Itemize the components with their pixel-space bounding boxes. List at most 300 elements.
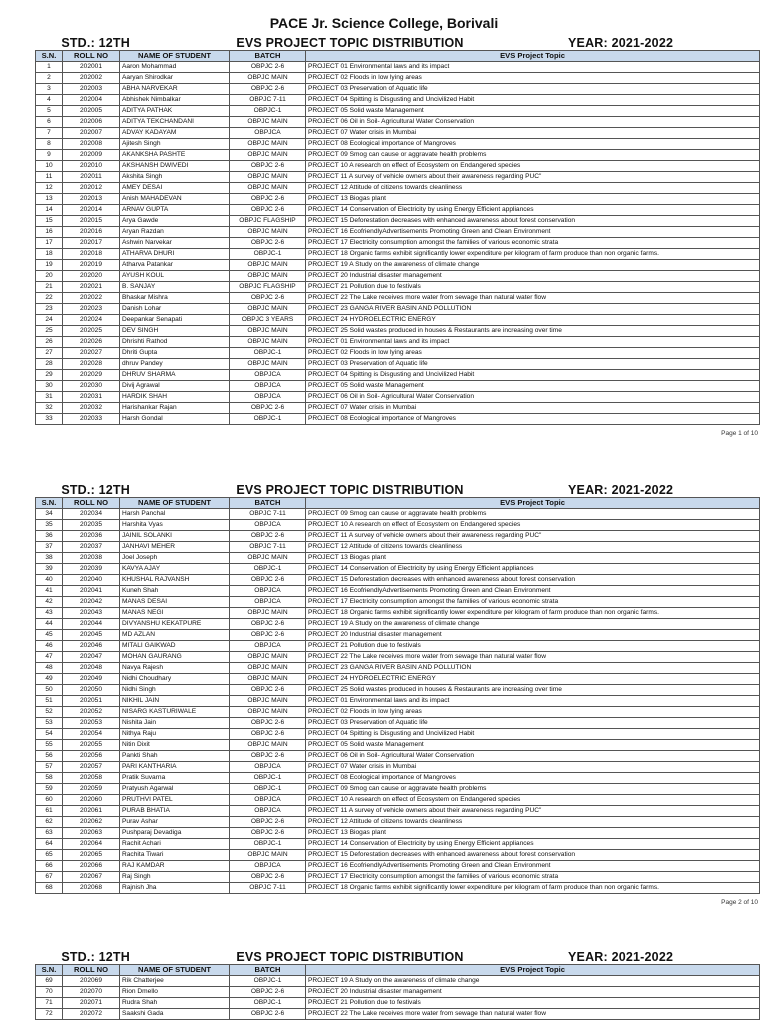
cell-batch: OBPJCA bbox=[230, 392, 306, 403]
table-row bbox=[36, 707, 760, 718]
cell-project-topic: PROJECT 22 The Lake receives more water from sewage than natural water flow bbox=[306, 1009, 760, 1020]
cell-roll-no: 202053 bbox=[63, 718, 120, 729]
cell-batch: OBPJC MAIN bbox=[230, 337, 306, 348]
cell-batch: OBPJC MAIN bbox=[230, 608, 306, 619]
cell-project-topic: PROJECT 17 Electricity consumption amongst the families of various economic strata bbox=[306, 872, 760, 883]
table-row bbox=[36, 1009, 760, 1020]
cell-project-topic: PROJECT 20 Industrial disaster management bbox=[306, 630, 760, 641]
cell-roll-no: 202018 bbox=[63, 249, 120, 260]
cell-project-topic: PROJECT 22 The Lake receives more water from sewage than natural water flow bbox=[306, 293, 760, 304]
cell-sn: 48 bbox=[36, 663, 63, 674]
cell-project-topic: PROJECT 14 Conservation of Electricity by using Energy Efficient appliances bbox=[306, 839, 760, 850]
std-label: STD.: 12TH bbox=[61, 483, 130, 497]
table-row bbox=[36, 370, 760, 381]
cell-roll-no: 202064 bbox=[63, 839, 120, 850]
cell-student-name: Nishita Jain bbox=[120, 718, 230, 729]
cell-sn: 22 bbox=[36, 293, 63, 304]
cell-student-name: Rik Chatterjee bbox=[120, 976, 230, 987]
cell-roll-no: 202043 bbox=[63, 608, 120, 619]
cell-batch: OBPJC-1 bbox=[230, 839, 306, 850]
cell-roll-no: 202065 bbox=[63, 850, 120, 861]
cell-sn: 46 bbox=[36, 641, 63, 652]
cell-sn: 41 bbox=[36, 586, 63, 597]
cell-student-name: MOHAN GAURANG bbox=[120, 652, 230, 663]
cell-student-name: JANHAVI MEHER bbox=[120, 542, 230, 553]
table-row bbox=[36, 84, 760, 95]
table-row bbox=[36, 73, 760, 84]
std-label: STD.: 12TH bbox=[61, 36, 130, 50]
table-row bbox=[36, 828, 760, 839]
cell-roll-no: 202034 bbox=[63, 509, 120, 520]
cell-sn: 4 bbox=[36, 95, 63, 106]
cell-student-name: Nithya Raju bbox=[120, 729, 230, 740]
cell-project-topic: PROJECT 10 A research on effect of Ecosystem on Endangered species bbox=[306, 520, 760, 531]
cell-sn: 45 bbox=[36, 630, 63, 641]
cell-roll-no: 202054 bbox=[63, 729, 120, 740]
cell-batch: OBPJC 2-6 bbox=[230, 1009, 306, 1020]
page-section bbox=[0, 479, 768, 946]
cell-roll-no: 202014 bbox=[63, 205, 120, 216]
cell-batch: OBPJC 2-6 bbox=[230, 718, 306, 729]
table-row bbox=[36, 883, 760, 894]
cell-sn: 7 bbox=[36, 128, 63, 139]
cell-student-name: Anish MAHADEVAN bbox=[120, 194, 230, 205]
cell-roll-no: 202036 bbox=[63, 531, 120, 542]
heading-label: EVS PROJECT TOPIC DISTRIBUTION bbox=[236, 483, 464, 497]
cell-batch: OBPJC-1 bbox=[230, 773, 306, 784]
column-header-project-topic: EVS Project Topic bbox=[306, 965, 760, 976]
cell-project-topic: PROJECT 05 Solid waste Management bbox=[306, 740, 760, 751]
cell-project-topic: PROJECT 17 Electricity consumption amongst the families of various economic strata bbox=[306, 597, 760, 608]
cell-batch: OBPJC 2-6 bbox=[230, 205, 306, 216]
cell-roll-no: 202048 bbox=[63, 663, 120, 674]
cell-student-name: KHUSHAL RAJVANSH bbox=[120, 575, 230, 586]
cell-sn: 9 bbox=[36, 150, 63, 161]
cell-batch: OBPJC MAIN bbox=[230, 150, 306, 161]
page-gap bbox=[0, 439, 768, 479]
page-section bbox=[0, 32, 768, 479]
column-header-sn: S.N. bbox=[36, 965, 63, 976]
cell-sn: 68 bbox=[36, 883, 63, 894]
cell-project-topic: PROJECT 06 Oil in Soil- Agricultural Water Conservation bbox=[306, 117, 760, 128]
table-row bbox=[36, 674, 760, 685]
cell-project-topic: PROJECT 11 A survey of vehicle owners about their awareness regarding PUC" bbox=[306, 531, 760, 542]
cell-student-name: KAVYA AJAY bbox=[120, 564, 230, 575]
cell-batch: OBPJCA bbox=[230, 381, 306, 392]
cell-student-name: Deepankar Senapati bbox=[120, 315, 230, 326]
table-row bbox=[36, 773, 760, 784]
cell-batch: OBPJC MAIN bbox=[230, 663, 306, 674]
cell-project-topic: PROJECT 21 Pollution due to festivals bbox=[306, 641, 760, 652]
table-row bbox=[36, 630, 760, 641]
cell-project-topic: PROJECT 12 Attitude of citizens towards cleanliness bbox=[306, 542, 760, 553]
cell-batch: OBPJC MAIN bbox=[230, 326, 306, 337]
cell-sn: 8 bbox=[36, 139, 63, 150]
cell-project-topic: PROJECT 19 A Study on the awareness of climate change bbox=[306, 619, 760, 630]
cell-roll-no: 202047 bbox=[63, 652, 120, 663]
cell-student-name: Rudra Shah bbox=[120, 998, 230, 1009]
cell-sn: 52 bbox=[36, 707, 63, 718]
cell-sn: 72 bbox=[36, 1009, 63, 1020]
cell-batch: OBPJC-1 bbox=[230, 564, 306, 575]
cell-student-name: Nidhi Choudhary bbox=[120, 674, 230, 685]
cell-project-topic: PROJECT 02 Floods in low lying areas bbox=[306, 348, 760, 359]
table-row bbox=[36, 315, 760, 326]
cell-student-name: Pankti Shah bbox=[120, 751, 230, 762]
cell-sn: 2 bbox=[36, 73, 63, 84]
cell-project-topic: PROJECT 23 GANGA RIVER BASIN AND POLLUTION bbox=[306, 304, 760, 315]
cell-roll-no: 202071 bbox=[63, 998, 120, 1009]
cell-student-name: ABHA NARVEKAR bbox=[120, 84, 230, 95]
cell-sn: 44 bbox=[36, 619, 63, 630]
table-row bbox=[36, 520, 760, 531]
cell-project-topic: PROJECT 01 Environmental laws and its impact bbox=[306, 337, 760, 348]
cell-project-topic: PROJECT 07 Water crisis in Mumbai bbox=[306, 403, 760, 414]
cell-batch: OBPJC 2-6 bbox=[230, 619, 306, 630]
cell-roll-no: 202068 bbox=[63, 883, 120, 894]
cell-student-name: Pratyush Agarwal bbox=[120, 784, 230, 795]
table-row bbox=[36, 839, 760, 850]
cell-roll-no: 202041 bbox=[63, 586, 120, 597]
cell-roll-no: 202040 bbox=[63, 575, 120, 586]
cell-student-name: Aaron Mohammad bbox=[120, 62, 230, 73]
cell-project-topic: PROJECT 01 Environmental laws and its impact bbox=[306, 62, 760, 73]
cell-sn: 42 bbox=[36, 597, 63, 608]
cell-sn: 13 bbox=[36, 194, 63, 205]
column-header-project-topic: EVS Project Topic bbox=[306, 51, 760, 62]
table-row bbox=[36, 553, 760, 564]
cell-sn: 35 bbox=[36, 520, 63, 531]
column-header-batch: BATCH bbox=[230, 51, 306, 62]
cell-project-topic: PROJECT 18 Organic farms exhibit significantly lower expenditure per kilogram of farm produce than non organic farms. bbox=[306, 608, 760, 619]
page-number: Page 1 of 10 bbox=[721, 430, 758, 437]
cell-roll-no: 202001 bbox=[63, 62, 120, 73]
year-label: YEAR: 2021-2022 bbox=[568, 483, 674, 497]
table-row bbox=[36, 531, 760, 542]
cell-batch: OBPJC 2-6 bbox=[230, 293, 306, 304]
cell-project-topic: PROJECT 17 Electricity consumption amongst the families of various economic strata bbox=[306, 238, 760, 249]
cell-sn: 14 bbox=[36, 205, 63, 216]
cell-project-topic: PROJECT 15 Deforestation decreases with enhanced awareness about forest conservation bbox=[306, 850, 760, 861]
cell-project-topic: PROJECT 14 Conservation of Electricity by using Energy Efficient appliances bbox=[306, 205, 760, 216]
cell-batch: OBPJC 7-11 bbox=[230, 883, 306, 894]
cell-batch: OBPJC MAIN bbox=[230, 674, 306, 685]
table-row bbox=[36, 106, 760, 117]
cell-batch: OBPJC MAIN bbox=[230, 172, 306, 183]
cell-student-name: AYUSH KOUL bbox=[120, 271, 230, 282]
cell-student-name: MD AZLAN bbox=[120, 630, 230, 641]
cell-batch: OBPJC-1 bbox=[230, 106, 306, 117]
cell-batch: OBPJC 7-11 bbox=[230, 509, 306, 520]
cell-student-name: Aaryan Shirodkar bbox=[120, 73, 230, 84]
cell-sn: 27 bbox=[36, 348, 63, 359]
cell-project-topic: PROJECT 21 Pollution due to festivals bbox=[306, 998, 760, 1009]
column-header-batch: BATCH bbox=[230, 498, 306, 509]
cell-roll-no: 202060 bbox=[63, 795, 120, 806]
cell-sn: 51 bbox=[36, 696, 63, 707]
cell-project-topic: PROJECT 03 Preservation of Aquatic life bbox=[306, 718, 760, 729]
table-row bbox=[36, 998, 760, 1009]
cell-roll-no: 202058 bbox=[63, 773, 120, 784]
cell-roll-no: 202050 bbox=[63, 685, 120, 696]
cell-project-topic: PROJECT 19 A Study on the awareness of climate change bbox=[306, 260, 760, 271]
cell-sn: 37 bbox=[36, 542, 63, 553]
cell-student-name: Nidhi Singh bbox=[120, 685, 230, 696]
cell-roll-no: 202008 bbox=[63, 139, 120, 150]
table-row bbox=[36, 641, 760, 652]
table-row bbox=[36, 194, 760, 205]
cell-roll-no: 202009 bbox=[63, 150, 120, 161]
table-row bbox=[36, 729, 760, 740]
cell-sn: 58 bbox=[36, 773, 63, 784]
cell-student-name: RAJ KAMDAR bbox=[120, 861, 230, 872]
cell-student-name: DEV SINGH bbox=[120, 326, 230, 337]
cell-sn: 63 bbox=[36, 828, 63, 839]
cell-student-name: Rajnish Jha bbox=[120, 883, 230, 894]
cell-student-name: HARDIK SHAH bbox=[120, 392, 230, 403]
cell-project-topic: PROJECT 24 HYDROELECTRIC ENERGY bbox=[306, 674, 760, 685]
cell-sn: 29 bbox=[36, 370, 63, 381]
table-row bbox=[36, 392, 760, 403]
cell-batch: OBPJC 2-6 bbox=[230, 62, 306, 73]
table-row bbox=[36, 597, 760, 608]
cell-project-topic: PROJECT 14 Conservation of Electricity by using Energy Efficient appliances bbox=[306, 564, 760, 575]
cell-student-name: ADVAY KADAYAM bbox=[120, 128, 230, 139]
cell-roll-no: 202024 bbox=[63, 315, 120, 326]
cell-project-topic: PROJECT 09 Smog can cause or aggravate health problems bbox=[306, 509, 760, 520]
cell-batch: OBPJC 2-6 bbox=[230, 84, 306, 95]
cell-student-name: MITALI GAIKWAD bbox=[120, 641, 230, 652]
cell-batch: OBPJC 2-6 bbox=[230, 685, 306, 696]
column-header-student-name: NAME OF STUDENT bbox=[120, 51, 230, 62]
cell-project-topic: PROJECT 18 Organic farms exhibit significantly lower expenditure per kilogram of farm produce than non organic farms. bbox=[306, 883, 760, 894]
table-row bbox=[36, 987, 760, 998]
cell-sn: 17 bbox=[36, 238, 63, 249]
cell-roll-no: 202061 bbox=[63, 806, 120, 817]
cell-roll-no: 202007 bbox=[63, 128, 120, 139]
table-row bbox=[36, 161, 760, 172]
cell-sn: 47 bbox=[36, 652, 63, 663]
cell-roll-no: 202037 bbox=[63, 542, 120, 553]
table-row bbox=[36, 271, 760, 282]
cell-sn: 23 bbox=[36, 304, 63, 315]
cell-batch: OBPJC 2-6 bbox=[230, 630, 306, 641]
cell-student-name: DHRUV SHARMA bbox=[120, 370, 230, 381]
cell-roll-no: 202055 bbox=[63, 740, 120, 751]
cell-batch: OBPJC MAIN bbox=[230, 850, 306, 861]
cell-sn: 71 bbox=[36, 998, 63, 1009]
cell-roll-no: 202030 bbox=[63, 381, 120, 392]
table-row bbox=[36, 795, 760, 806]
cell-sn: 10 bbox=[36, 161, 63, 172]
cell-batch: OBPJCA bbox=[230, 806, 306, 817]
cell-batch: OBPJC 7-11 bbox=[230, 95, 306, 106]
cell-sn: 15 bbox=[36, 216, 63, 227]
cell-sn: 55 bbox=[36, 740, 63, 751]
page-number: Page 2 of 10 bbox=[721, 899, 758, 906]
table-row bbox=[36, 652, 760, 663]
cell-roll-no: 202035 bbox=[63, 520, 120, 531]
cell-roll-no: 202056 bbox=[63, 751, 120, 762]
cell-student-name: Pushparaj Devadiga bbox=[120, 828, 230, 839]
table-row bbox=[36, 740, 760, 751]
cell-project-topic: PROJECT 15 Deforestation decreases with enhanced awareness about forest conservation bbox=[306, 216, 760, 227]
cell-batch: OBPJC MAIN bbox=[230, 227, 306, 238]
cell-sn: 18 bbox=[36, 249, 63, 260]
cell-roll-no: 202038 bbox=[63, 553, 120, 564]
cell-batch: OBPJC 2-6 bbox=[230, 729, 306, 740]
cell-sn: 62 bbox=[36, 817, 63, 828]
cell-roll-no: 202016 bbox=[63, 227, 120, 238]
cell-roll-no: 202028 bbox=[63, 359, 120, 370]
table-row bbox=[36, 249, 760, 260]
cell-project-topic: PROJECT 10 A research on effect of Ecosystem on Endangered species bbox=[306, 795, 760, 806]
cell-student-name: AKSHANSH DWIVEDI bbox=[120, 161, 230, 172]
cell-batch: OBPJC FLAGSHIP bbox=[230, 216, 306, 227]
table-row bbox=[36, 359, 760, 370]
table-row bbox=[36, 150, 760, 161]
cell-sn: 25 bbox=[36, 326, 63, 337]
cell-batch: OBPJC-1 bbox=[230, 348, 306, 359]
cell-project-topic: PROJECT 22 The Lake receives more water from sewage than natural water flow bbox=[306, 652, 760, 663]
college-title: PACE Jr. Science College, Borivali bbox=[269, 15, 499, 31]
cell-batch: OBPJC-1 bbox=[230, 976, 306, 987]
cell-roll-no: 202021 bbox=[63, 282, 120, 293]
table-row bbox=[36, 762, 760, 773]
cell-project-topic: PROJECT 15 Deforestation decreases with enhanced awareness about forest conservation bbox=[306, 575, 760, 586]
table-row bbox=[36, 348, 760, 359]
cell-roll-no: 202013 bbox=[63, 194, 120, 205]
cell-student-name: AKANKSHA PASHTE bbox=[120, 150, 230, 161]
cell-project-topic: PROJECT 20 Industrial disaster management bbox=[306, 271, 760, 282]
table-row bbox=[36, 564, 760, 575]
cell-batch: OBPJC-1 bbox=[230, 998, 306, 1009]
section-header bbox=[0, 479, 768, 497]
cell-project-topic: PROJECT 19 A Study on the awareness of climate change bbox=[306, 976, 760, 987]
cell-batch: OBPJCA bbox=[230, 128, 306, 139]
column-header-student-name: NAME OF STUDENT bbox=[120, 965, 230, 976]
cell-student-name: Arya Gawde bbox=[120, 216, 230, 227]
table-row bbox=[36, 850, 760, 861]
cell-student-name: Kuneh Shah bbox=[120, 586, 230, 597]
cell-student-name: Ashwin Narvekar bbox=[120, 238, 230, 249]
cell-project-topic: PROJECT 03 Preservation of Aquatic life bbox=[306, 84, 760, 95]
table-header-row bbox=[36, 498, 760, 509]
cell-roll-no: 202039 bbox=[63, 564, 120, 575]
cell-sn: 36 bbox=[36, 531, 63, 542]
cell-sn: 61 bbox=[36, 806, 63, 817]
cell-roll-no: 202022 bbox=[63, 293, 120, 304]
cell-student-name: NIKHIL JAIN bbox=[120, 696, 230, 707]
page-gap bbox=[0, 908, 768, 946]
table-row bbox=[36, 205, 760, 216]
cell-student-name: Harsh Panchal bbox=[120, 509, 230, 520]
cell-project-topic: PROJECT 16 EcofriendlyAdvertisements Promoting Green and Clean Environment bbox=[306, 861, 760, 872]
cell-student-name: Navya Rajesh bbox=[120, 663, 230, 674]
cell-project-topic: PROJECT 06 Oil in Soil- Agricultural Water Conservation bbox=[306, 392, 760, 403]
cell-student-name: Aryan Razdan bbox=[120, 227, 230, 238]
cell-project-topic: PROJECT 12 Attitude of citizens towards cleanliness bbox=[306, 183, 760, 194]
cell-student-name: Joel Joseph bbox=[120, 553, 230, 564]
table-row bbox=[36, 381, 760, 392]
cell-project-topic: PROJECT 04 Spitting is Disgusting and Uncivilized Habit bbox=[306, 95, 760, 106]
cell-sn: 54 bbox=[36, 729, 63, 740]
cell-sn: 26 bbox=[36, 337, 63, 348]
cell-roll-no: 202011 bbox=[63, 172, 120, 183]
cell-roll-no: 202067 bbox=[63, 872, 120, 883]
cell-project-topic: PROJECT 13 Biogas plant bbox=[306, 553, 760, 564]
cell-project-topic: PROJECT 04 Spitting is Disgusting and Uncivilized Habit bbox=[306, 370, 760, 381]
cell-roll-no: 202046 bbox=[63, 641, 120, 652]
table-row bbox=[36, 95, 760, 106]
cell-sn: 32 bbox=[36, 403, 63, 414]
table-row bbox=[36, 586, 760, 597]
column-header-sn: S.N. bbox=[36, 498, 63, 509]
cell-sn: 19 bbox=[36, 260, 63, 271]
cell-student-name: Saakshi Gada bbox=[120, 1009, 230, 1020]
cell-batch: OBPJC 2-6 bbox=[230, 872, 306, 883]
cell-batch: OBPJC MAIN bbox=[230, 740, 306, 751]
cell-roll-no: 202003 bbox=[63, 84, 120, 95]
cell-student-name: Atharva Patankar bbox=[120, 260, 230, 271]
cell-project-topic: PROJECT 08 Ecological importance of Mangroves bbox=[306, 139, 760, 150]
cell-student-name: Abhishek Nimbalkar bbox=[120, 95, 230, 106]
table-row bbox=[36, 227, 760, 238]
cell-batch: OBPJC-1 bbox=[230, 249, 306, 260]
cell-batch: OBPJCA bbox=[230, 597, 306, 608]
cell-student-name: Pratik Suvarna bbox=[120, 773, 230, 784]
cell-student-name: Dhriti Gupta bbox=[120, 348, 230, 359]
cell-roll-no: 202012 bbox=[63, 183, 120, 194]
cell-roll-no: 202002 bbox=[63, 73, 120, 84]
section-header bbox=[0, 32, 768, 50]
cell-student-name: Danish Lohar bbox=[120, 304, 230, 315]
cell-student-name: Harsh Gondal bbox=[120, 414, 230, 425]
cell-student-name: Dhrishti Rathod bbox=[120, 337, 230, 348]
cell-sn: 57 bbox=[36, 762, 63, 773]
table-row bbox=[36, 414, 760, 425]
cell-sn: 20 bbox=[36, 271, 63, 282]
table-row bbox=[36, 784, 760, 795]
cell-student-name: Rion Dmello bbox=[120, 987, 230, 998]
column-header-batch: BATCH bbox=[230, 965, 306, 976]
cell-sn: 67 bbox=[36, 872, 63, 883]
cell-roll-no: 202032 bbox=[63, 403, 120, 414]
cell-sn: 21 bbox=[36, 282, 63, 293]
cell-student-name: Rachit Achari bbox=[120, 839, 230, 850]
cell-roll-no: 202045 bbox=[63, 630, 120, 641]
cell-project-topic: PROJECT 05 Solid waste Management bbox=[306, 106, 760, 117]
cell-batch: OBPJC 2-6 bbox=[230, 531, 306, 542]
cell-roll-no: 202020 bbox=[63, 271, 120, 282]
table-row bbox=[36, 128, 760, 139]
cell-batch: OBPJC-1 bbox=[230, 414, 306, 425]
topic-table bbox=[35, 50, 760, 425]
cell-roll-no: 202057 bbox=[63, 762, 120, 773]
cell-batch: OBPJCA bbox=[230, 370, 306, 381]
cell-batch: OBPJCA bbox=[230, 586, 306, 597]
cell-project-topic: PROJECT 02 Floods in low lying areas bbox=[306, 707, 760, 718]
table-row bbox=[36, 304, 760, 315]
cell-batch: OBPJC FLAGSHIP bbox=[230, 282, 306, 293]
cell-project-topic: PROJECT 16 EcofriendlyAdvertisements Promoting Green and Clean Environment bbox=[306, 586, 760, 597]
cell-roll-no: 202023 bbox=[63, 304, 120, 315]
cell-roll-no: 202029 bbox=[63, 370, 120, 381]
table-row bbox=[36, 806, 760, 817]
year-label: YEAR: 2021-2022 bbox=[568, 36, 674, 50]
cell-batch: OBPJC 2-6 bbox=[230, 238, 306, 249]
cell-batch: OBPJC-1 bbox=[230, 784, 306, 795]
